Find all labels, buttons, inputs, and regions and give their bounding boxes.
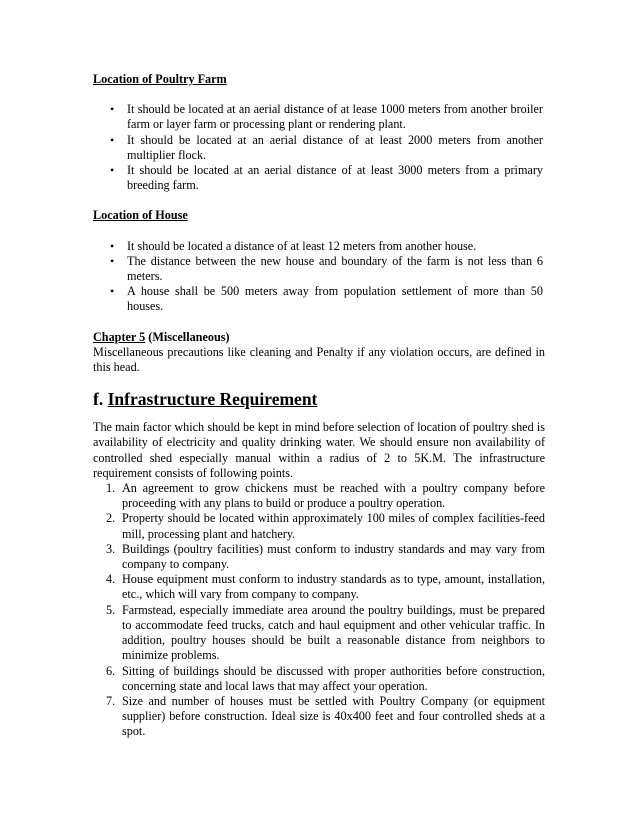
bullet-icon: •	[110, 238, 115, 253]
list-item	[93, 542, 545, 572]
list-item	[93, 102, 545, 132]
bullet-icon: •	[110, 253, 115, 268]
heading-prefix: f.	[93, 389, 108, 410]
list-item-text: It should be located at an aerial distance of at least 3000 meters from a primary breeding farm.	[127, 163, 543, 193]
chapter-body: Miscellaneous precautions like cleaning and Penalty if any violation occurs, are defined in this head.	[93, 344, 545, 375]
list-item-text: It should be located a distance of at least 12 meters from another house.	[127, 238, 477, 253]
house-list	[93, 239, 545, 315]
section-heading-poultry-farm: Location of Poultry Farm	[93, 72, 227, 86]
list-number: 3.	[106, 541, 116, 556]
chapter-subtitle: (Miscellaneous)	[145, 329, 230, 344]
list-item	[93, 572, 545, 602]
section-heading-house: Location of House	[93, 208, 188, 223]
chapter-heading	[93, 330, 545, 345]
list-item	[93, 481, 545, 511]
list-item-text: It should be located at an aerial distance of at least 2000 meters from another multiplier flock.	[127, 132, 543, 162]
list-number: 4.	[106, 572, 116, 587]
chapter-title: Chapter 5	[93, 329, 146, 344]
list-item	[93, 694, 545, 740]
requirements-list	[93, 481, 545, 739]
list-item	[93, 664, 545, 694]
list-item	[93, 511, 545, 541]
list-item-text: It should be located at an aerial distance of at lease 1000 meters from another broiler farm or layer farm or processing plant or rendering plant.	[127, 102, 543, 132]
list-item-text: House equipment must conform to industry standards as to type, amount, installation, etc., which will vary from company to company.	[122, 572, 545, 602]
list-item	[93, 254, 545, 284]
list-number: 6.	[106, 663, 116, 678]
list-item-text: The distance between the new house and boundary of the farm is not less than 6 meters.	[127, 253, 543, 284]
list-item-text: An agreement to grow chickens must be reached with a poultry company before proceeding with any plans to build or produce a poultry operation.	[122, 481, 545, 511]
list-item-text: Sitting of buildings should be discussed with proper authorities before construction, concerning state and local laws that may affect your operation.	[122, 663, 545, 693]
poultry-farm-list	[93, 102, 545, 193]
list-number: 1.	[106, 481, 116, 496]
list-item-text: A house shall be 500 meters away from population settlement of more than 50 houses.	[127, 284, 543, 314]
list-item-text: Farmstead, especially immediate area around the poultry buildings, must be prepared to accommodate feed trucks, catch and haul equipment and other vehicular traffic. In addition, poultry houses should be built a reasonable distance from neighbors to minimize problems.	[122, 602, 545, 663]
list-item-text: Property should be located within approximately 100 miles of complex facilities-feed mill, processing plant and hatchery.	[122, 511, 545, 541]
list-number: 2.	[106, 511, 116, 526]
list-item-text: Size and number of houses must be settled with Poultry Company (or equipment supplier) before construction. Ideal size is 40x400 feet and four controlled sheds at a spot.	[122, 693, 545, 739]
list-number: 5.	[106, 602, 116, 617]
list-item	[93, 239, 545, 254]
list-number: 7.	[106, 693, 116, 708]
bullet-icon: •	[110, 102, 115, 117]
list-item-text: Buildings (poultry facilities) must conform to industry standards and may vary from company to company.	[122, 541, 545, 572]
heading-title: Infrastructure Requirement	[107, 389, 318, 410]
bullet-icon: •	[110, 163, 115, 178]
bullet-icon: •	[110, 284, 115, 299]
list-item	[93, 133, 545, 163]
infrastructure-intro: The main factor which should be kept in mind before selection of location of poultry shed is availability of electricity and quality drinking water. We should ensure non availability of controlled shed especially manual within a radius of 2 to 5K.M. The infrastructure requirement consists of following points.	[93, 420, 545, 480]
list-item	[93, 163, 545, 193]
list-item	[93, 603, 545, 664]
list-item	[93, 284, 545, 314]
infrastructure-heading	[93, 389, 545, 409]
bullet-icon: •	[110, 132, 115, 147]
